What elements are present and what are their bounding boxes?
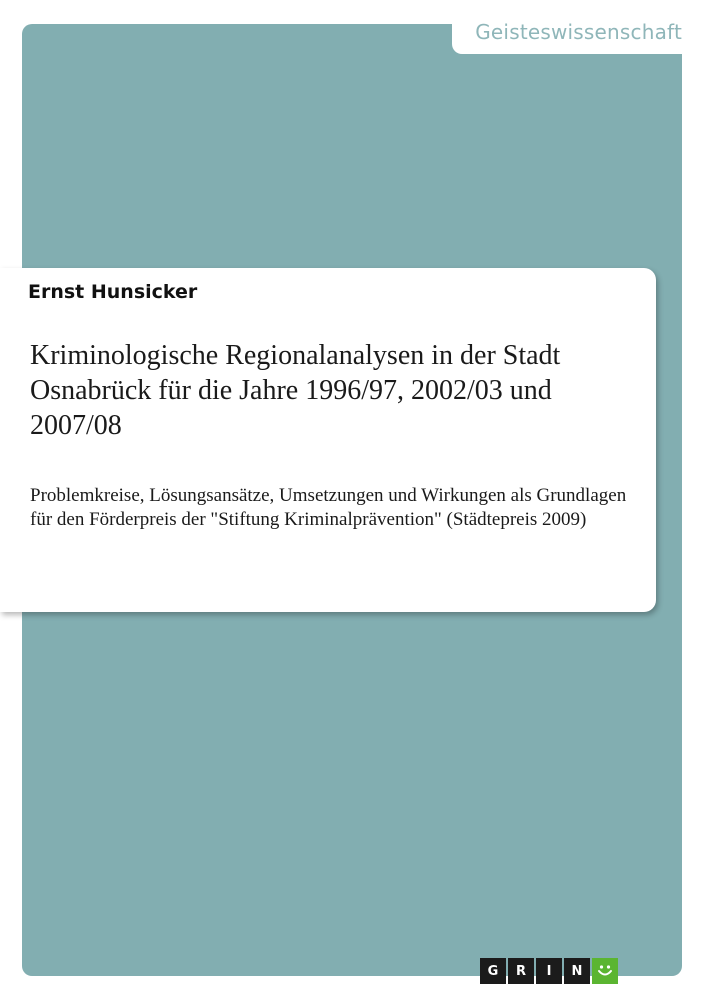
smile-icon — [592, 958, 618, 984]
logo-letter-g: G — [480, 958, 506, 984]
book-subtitle: Problemkreise, Lösungsansätze, Umsetzungen und Wirkungen als Grundlagen für den Förderpreis der "Stiftung Kriminalprävention" (Städtepreis 2009) — [30, 485, 627, 530]
category-label: Geisteswissenschaft — [475, 20, 682, 44]
author-name: Ernst Hunsicker — [28, 281, 198, 303]
logo-letter-i: I — [536, 958, 562, 984]
logo-letter-r: R — [508, 958, 534, 984]
book-title: Kriminologische Regionalanalysen in der Stadt Osnabrück für die Jahre 1996/97, 2002/03 und 2007/08 — [30, 340, 561, 441]
logo-letter-n: N — [564, 958, 590, 984]
title-card — [0, 268, 656, 612]
grin-logo — [480, 958, 618, 984]
